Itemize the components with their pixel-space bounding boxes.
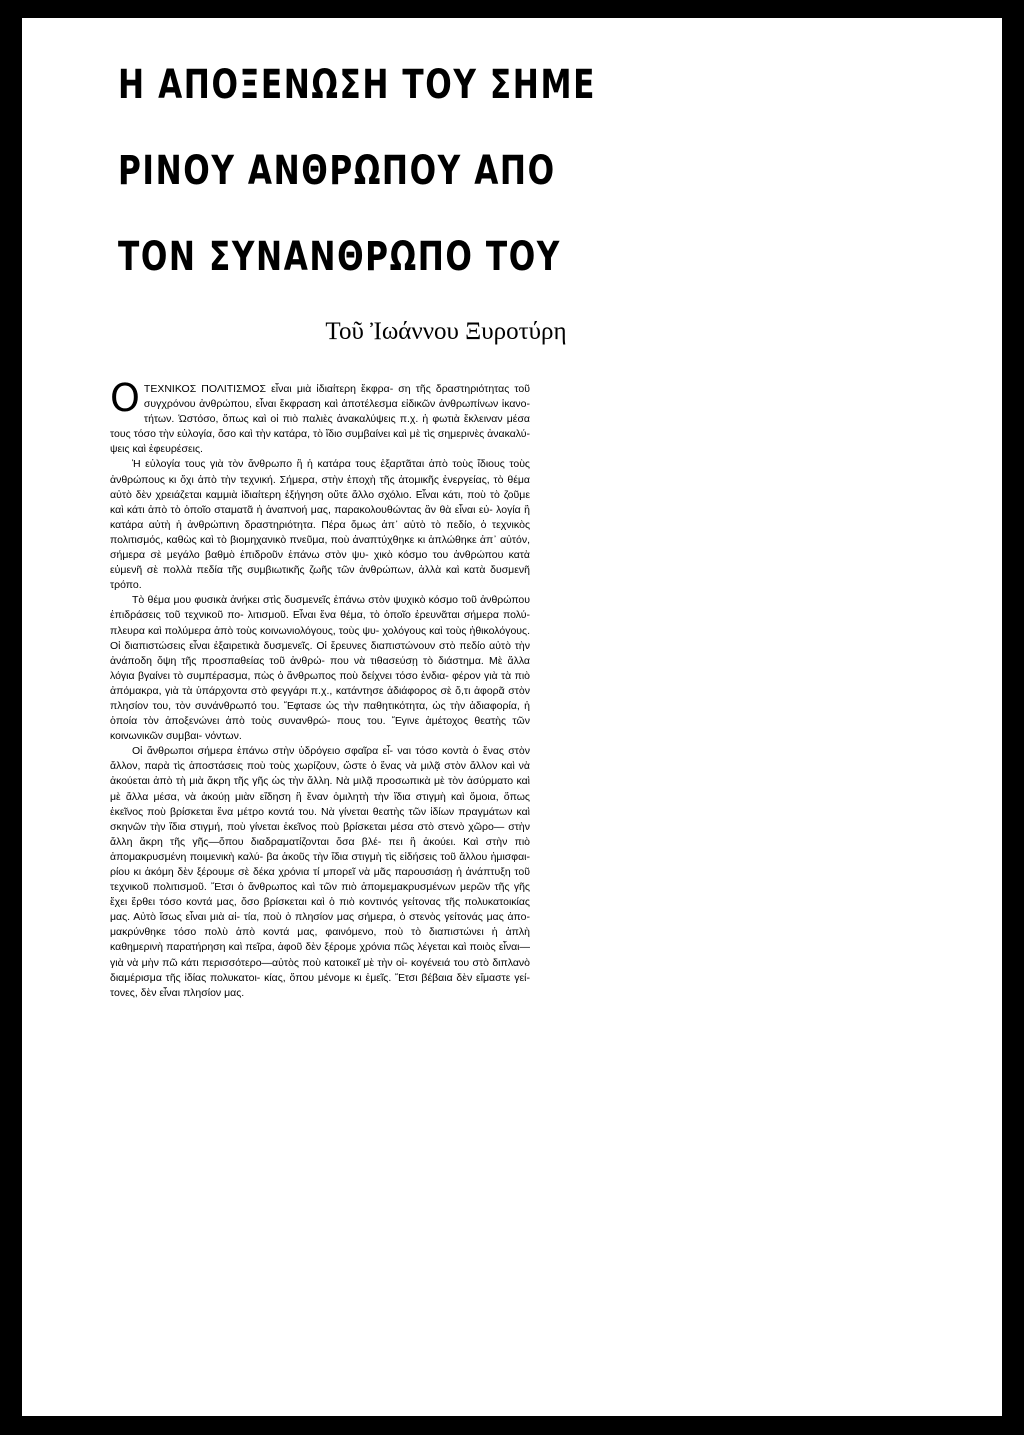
article-paragraph-4: Οἱ ἄνθρωποι σήμερα ἐπάνω στὴν ὑδρόγειο σφαῖρα εἶ- ναι τόσο κοντὰ ὁ ἕνας στὸν ἄλλον, παρὰ τὶς ἀποστάσεις ποὺ τοὺς χωρίζουν, ὥστε ὁ ἕνας νὰ μιλᾷ στὸν ἄλλον καὶ νὰ ἀκούεται ἀπὸ τὴ μιὰ ἄκρη τῆς γῆς ὡς τὴν ἄλλη. Νὰ μιλᾷ προσωπικὰ μὲ τὸν ἀσύρματο καὶ μὲ ἄλλα μέσα, νὰ ἀκούῃ μιὰν εἴδηση ἢ ἕναν ὁμιλητὴ τὴν ἴδια στιγμὴ καὶ ὅμοια, ὅπως ἐκεῖνος ποὺ βρίσκεται ἕνα μέτρο κοντά του. Νὰ γίνεται θεατὴς τῶν ἰδίων πραγμάτων καὶ σκηνῶν τὴν ἴδια στιγμή, ποὺ γίνεται ἐκεῖνος ποὺ βρίσκεται μέσα στὸ στενὸ χῶρο— στὴν ἄλλη ἄκρη τῆς γῆς—ὅπου διαδραματίζονται ὅσα βλέ- πει ἢ ἀκούει. Καὶ στὴν πιὸ ἀπομακρυσμένη ποιμενικὴ καλύ- βα ἀκοῦς τὴν ἴδια στιγμὴ τὶς εἰδήσεις τοῦ ἄλλου ἡμισφαι- ρίου κι ἀκόμη δὲν ξέρουμε σὲ δέκα χρόνια τί μπορεῖ νὰ μᾶς παρουσιάσῃ ἡ ἀνάπτυξη τοῦ τεχνικοῦ πολιτισμοῦ. Ἔτσι ὁ ἄνθρωπος καὶ τῶν πιὸ ἀπομεμακρυσμένων μερῶν τῆς γῆς ἔχει ἔρθει τόσο κοντά μας, ὅσο βρίσκεται καὶ ὁ πιὸ κοντινός γείτονας τῆς πολυκατοικίας μας. Αὐτὸ ἴσως εἶναι μιὰ αἰ- τία, ποὺ ὁ πλησίον μας σήμερα, ὁ στενὸς γείτονάς μας ἀπο- μακρύνθηκε τόσο πολὺ ἀπὸ κοντά μας, φαινόμενο, ποὺ τὸ διαπιστώνει ἡ ἁπλὴ καθημερινὴ παρατήρηση καὶ πεῖρα, ἀφοῦ δὲν ξέρομε χρόνια πῶς λέγεται καὶ ποιὸς εἶναι—γιὰ νὰ μὴν πῶ κάτι περισσότερο—αὐτὸς ποὺ κατοικεῖ μὲ τὴν οἰ- κογένειά του στὸ διπλανὸ διαμέρισμα τῆς ἰδίας πολυκατοι- κίας, ὅπου μένομε κι ἐμεῖς. Ἔτσι βέβαια δὲν εἴμαστε γεί- τονες, δὲν εἶναι πλησίον μας. (110, 745, 530, 999)
drop-cap: Ο (110, 376, 140, 420)
article-title-line-1: Η ΑΠΟΞΕΝΩΣΗ ΤΟΥ ΣΗΜΕ (118, 62, 596, 108)
article-title-line-3: ΤΟΝ ΣΥΝΑΝΘΡΩΠΟ ΤΟΥ (118, 234, 561, 280)
paragraph-text: ΤΕΧΝΙΚΟΣ ΠΟΛΙΤΙΣΜΟΣ εἶναι μιὰ ἰδιαίτερη ἔκφρα- ση τῆς δραστηριότητας τοῦ συγχρόνου ἀνθρώπου, εἶναι ἔκφραση καὶ ἀποτέλεσμα εἰδικῶν ἀνθρωπίνων ἱκανο- τήτων. Ὡστόσο, ὅπως καὶ οἱ πιὸ παλιὲς ἀνακαλύψεις π.χ. ἡ φωτιὰ ἔκλειναν μέσα τους τόσο τὴν εὐλογία, ὅσο καὶ τὴν κατάρα, τὸ ἴδιο συμβαίνει καὶ μὲ τὶς σημερινὲς ἀνακαλύ- ψεις καὶ ἐφευρέσεις. (110, 383, 530, 456)
article-paragraph-2: Ἡ εὐλογία τους γιὰ τὸν ἄνθρωπο ἢ ἡ κατάρα τους ἐξαρτᾶται ἀπὸ τοὺς ἴδιους τοὺς ἀνθρώπους κι ὄχι ἀπὸ τὴν τεχνική. Σήμερα, στὴν ἐποχὴ τῆς ἀτομικῆς ἐνεργείας, τὸ θέμα αὐτὸ δὲν χρειάζεται καμμιὰ ἰδιαίτερη ἐξήγηση οὔτε ἄλλο σχόλιο. Εἶναι κάτι, ποὺ τὸ ζοῦμε καὶ κάτι ἀπὸ τὸ ὁποῖο σταματᾶ ἡ ἀναπνοή μας, παρακολουθώντας ἂν θὰ εἶναι εὐ- λογία ἢ κατάρα αὐτὴ ἡ ἀνθρώπινη δραστηριότητα. Πέρα ὅμως ἀπ᾽ αὐτὸ τὸ πεδίο, ὁ τεχνικὸς πολιτισμός, καθὼς καὶ τὸ βιομηχανικὸ πνεῦμα, ποὺ ἀναπτύχθηκε κι ἁπλώθηκε ἀπ᾽ αὐτόν, σήμερα σὲ μεγάλο βαθμὸ ἐπιδροῦν ἐπάνω στὸν ψυ- χικὸ κόσμο του ἀνθρώπου κατὰ εὐμενῆ σὲ πολλὰ πεδία τῆς συμβιωτικῆς ζωῆς τῶν ἀνθρώπων, ἀλλὰ καὶ κατὰ δυσμενῆ τρόπο. (110, 458, 530, 592)
article-title-line-2: ΡΙΝΟΥ ΑΝΘΡΩΠΟΥ ΑΠΟ (118, 148, 556, 194)
article-body (110, 376, 530, 1001)
article-author: Τοῦ Ἰωάννου Ξυροτύρη (325, 318, 567, 345)
article-paragraph-3: Τὸ θέμα μου φυσικὰ ἀνήκει στὶς δυσμενεῖς ἐπάνω στὸν ψυχικὸ κόσμο τοῦ ἀνθρώπου ἐπιδράσεις τοῦ τεχνικοῦ πο- λιτισμοῦ. Εἶναι ἕνα θέμα, τὸ ὁποῖο ἐρευνᾶται σήμερα πολύ- πλευρα καὶ πολύμερα ἀπὸ τοὺς κοινωνιολόγους, τοὺς ψυ- χολόγους καὶ τοὺς ἠθικολόγους. Οἱ διαπιστώσεις εἶναι ἐξαιρετικὰ δυσμενεῖς. Οἱ ἔρευνες διαπιστώνουν στὸ πεδίο αὐτὸ τὴν ἀνάποδη ὄψη τῆς προσπαθείας τοῦ ἀνθρώ- που νὰ τιθασεύσῃ τὸ διάστημα. Μὲ ἄλλα λόγια βγαίνει τὸ συμπέρασμα, πὼς ὁ ἄνθρωπος ποὺ δείχνει τόσο ἐνδια- φέρον γιὰ τὰ πιὸ ἀπόμακρα, γιὰ τὰ ὑπάρχοντα στὸ φεγγάρι π.χ., κατάντησε ἀδιάφορος σὲ ὅ,τι ἀφορᾶ στὸν πλησίον του, τὸν συνάνθρωπό του. Ἔφτασε ὡς τὴν παθητικότητα, ὡς τὴν ἀδιαφορία, ἡ ὁποία τὸν ἀποξενώνει ἀπὸ τοὺς συνανθρώ- πους του. Ἔγινε ἁμέτοχος θεατὴς τῶν κοινωνικῶν συμβαι- νόντων. (110, 594, 530, 743)
article-paragraph-1 (110, 376, 530, 457)
